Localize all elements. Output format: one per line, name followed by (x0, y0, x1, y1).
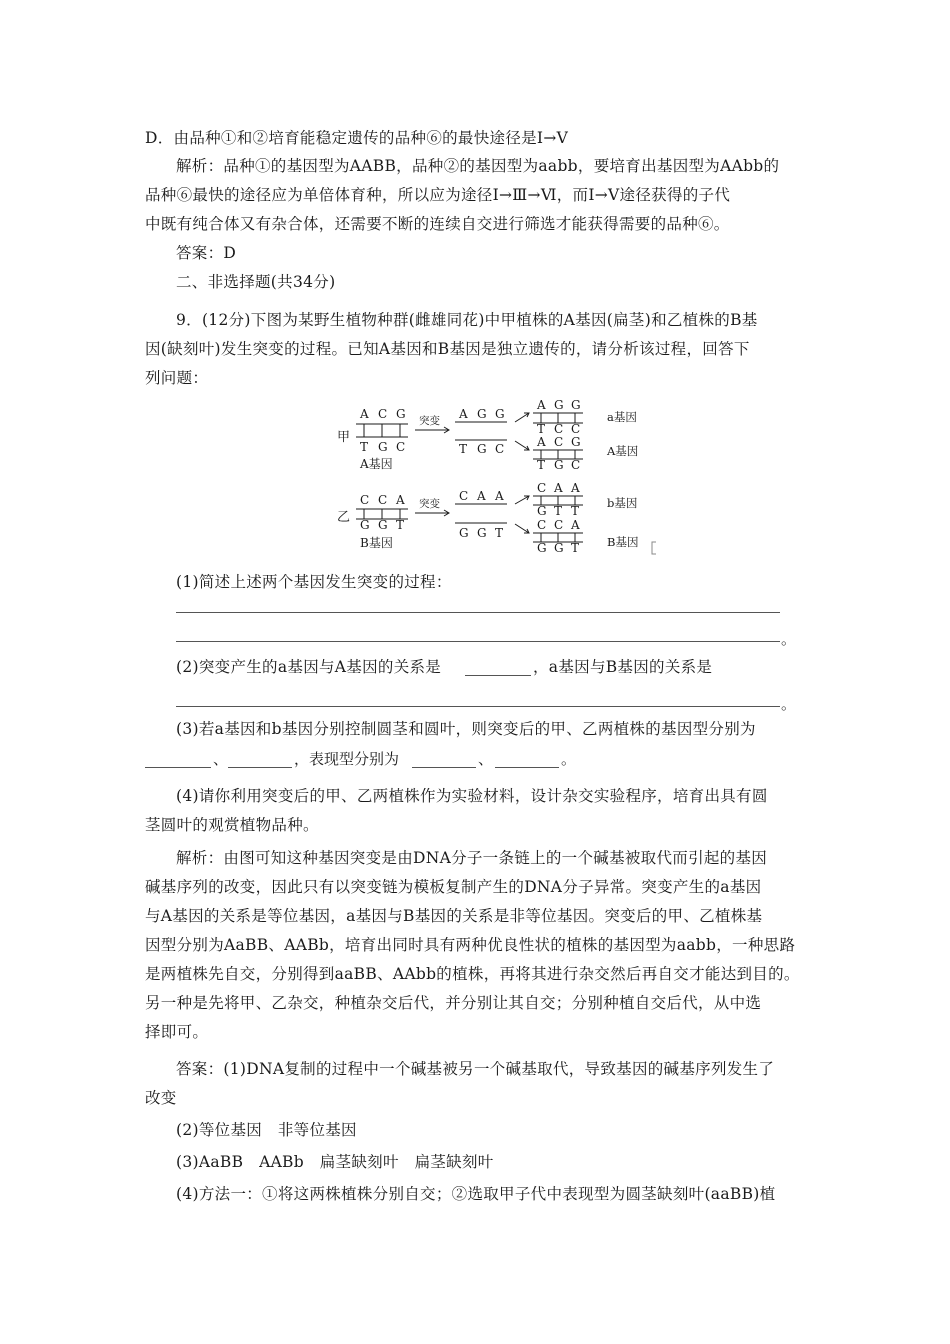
explanation-line-7: 择即可。 (145, 1023, 209, 1041)
answer-blank-3c[interactable] (412, 767, 476, 768)
question-9-line-1: 9．(12分)下图为某野生植物种群(雌雄同花)中甲植株的A基因(扁茎)和乙植株的B基 (176, 311, 758, 329)
answer-part-4: (4)方法一：①将这两株植株分别自交；②选取甲子代中表现型为圆茎缺刻叶(aaBB)植 (176, 1185, 776, 1203)
question-3-line-1: (3)若a基因和b基因分别控制圆茎和圆叶，则突变后的甲、乙两植株的基因型分别为 (176, 720, 756, 738)
separator-3b: 、 (478, 750, 494, 768)
a-bottom-1: C (554, 422, 564, 436)
question-9-line-2: 因(缺刻叶)发生突变的过程。已知A基因和B基因是独立遗传的，请分析该过程，回答下 (145, 340, 750, 358)
jia-gene-label: A基因 (360, 457, 393, 471)
yi-mut-bottom-0: G (459, 526, 469, 540)
question-4-line-1: (4)请你利用突变后的甲、乙两植株作为实验材料，设计杂交实验程序，培育出具有圆 (176, 787, 768, 805)
jia-top-1: C (378, 407, 388, 421)
answer-part-2: (2)等位基因 非等位基因 (176, 1121, 357, 1139)
b-top-0: C (537, 481, 547, 495)
yi-top-2: A (396, 493, 405, 507)
a-bottom-2: C (571, 422, 581, 436)
A-gene-label: A基因 (607, 444, 639, 458)
a-top-0: A (537, 398, 546, 412)
jia-bottom-0: T (360, 440, 369, 454)
analysis-line-3: 中既有纯合体又有杂合体，还需要不断的连续自交进行筛选才能获得需要的品种⑥。 (145, 215, 730, 233)
B2-top-1: C (554, 518, 564, 532)
A2-top-2: G (571, 435, 581, 449)
mutation-diagram (335, 396, 665, 558)
yi-label: 乙 (337, 510, 351, 525)
yi-mut-top-0: C (459, 489, 469, 503)
yi-mut-top-1: A (477, 489, 486, 503)
question-2-part-b: ，a基因与B基因的关系是 (533, 658, 713, 676)
jia-mut-bottom-1: G (477, 442, 487, 456)
a-top-2: G (571, 398, 581, 412)
jia-bottom-2: C (396, 440, 406, 454)
question-2-part-a: (2)突变产生的a基因与A基因的关系是 (176, 658, 442, 676)
explanation-line-3: 与A基因的关系是等位基因，a基因与B基因的关系是非等位基因。突变后的甲、乙植株基 (145, 907, 763, 925)
yi-top-0: C (360, 493, 370, 507)
yi-mut-top-2: A (495, 489, 504, 503)
jia-mut-top-1: G (477, 407, 487, 421)
A2-top-1: C (554, 435, 564, 449)
jia-mut-bottom-0: T (459, 442, 468, 456)
explanation-line-5: 是两植株先自交，分别得到aaBB、AAbb的植株，再将其进行杂交然后再自交才能达到目的。 (145, 965, 800, 983)
A2-bottom-0: T (537, 458, 546, 472)
answer-part-3: (3)AaBB AABb 扁茎缺刻叶 扁茎缺刻叶 (176, 1153, 494, 1171)
b-top-2: A (571, 481, 580, 495)
section-heading: 二、非选择题(共34分) (176, 273, 336, 291)
yi-mut-bottom-2: T (495, 526, 504, 540)
yi-top-1: C (378, 493, 388, 507)
question-1: (1)简述上述两个基因发生突变的过程： (176, 573, 452, 591)
b-gene-label: b基因 (607, 496, 638, 510)
a-bottom-0: T (537, 422, 546, 436)
option-d: D．由品种①和②培育能稳定遗传的品种⑥的最快途径是Ⅰ→Ⅴ (145, 129, 569, 147)
A2-top-0: A (537, 435, 546, 449)
yi-mutation-label: 突变 (419, 498, 440, 510)
A2-bottom-2: C (571, 458, 581, 472)
answer-blank-3a[interactable] (145, 767, 211, 768)
jia-bottom-1: G (378, 440, 388, 454)
question-4-line-2: 茎圆叶的观赏植物品种。 (145, 816, 319, 834)
yi-bottom-1: G (378, 518, 388, 532)
B2-bottom-0: G (537, 541, 547, 555)
answer-blank-2a[interactable] (465, 675, 531, 676)
answer-blank-2b[interactable] (176, 706, 780, 707)
answer-part-1-line-1: 答案：(1)DNA复制的过程中一个碱基被另一个碱基取代，导致基因的碱基序列发生了 (176, 1060, 775, 1078)
jia-top-2: G (396, 407, 406, 421)
a-gene-label: a基因 (607, 410, 637, 424)
period-2: 。 (781, 695, 797, 713)
B2-top-0: C (537, 518, 547, 532)
answer-part-1-line-2: 改变 (145, 1089, 177, 1107)
period-3: 。 (561, 750, 577, 768)
period-1: 。 (781, 630, 797, 648)
B-gene-label: B基因 (607, 535, 639, 549)
jia-mutated-strands (458, 407, 505, 456)
B2-top-2: A (571, 518, 580, 532)
yi-bottom-0: G (360, 518, 370, 532)
a-top-1: G (554, 398, 564, 412)
analysis-line-2: 品种⑥最快的途径应为单倍体育种，所以应为途径Ⅰ→Ⅲ→Ⅵ，而Ⅰ→Ⅴ途径获得的子代 (145, 186, 731, 204)
b-top-1: A (554, 481, 563, 495)
b-bottom-1: T (554, 504, 563, 518)
answer-blank-1b[interactable] (176, 641, 780, 642)
jia-mutation-label: 突变 (419, 415, 440, 427)
B2-bottom-2: T (571, 541, 580, 555)
explanation-line-6: 另一种是先将甲、乙杂交，种植杂交后代，并分别让其自交；分别种植自交后代，从中选 (145, 994, 762, 1012)
explanation-line-4: 因型分别为AaBB、AABb，培育出同时具有两种优良性状的植株的基因型为aabb，一种思路 (145, 936, 796, 954)
yi-mutated-strands (459, 489, 504, 540)
yi-bottom-2: T (396, 518, 405, 532)
b-bottom-0: G (537, 504, 547, 518)
yi-mut-bottom-1: G (477, 526, 487, 540)
answer-blank-3b[interactable] (228, 767, 292, 768)
jia-mut-top-0: A (459, 407, 468, 421)
jia-mut-top-2: G (495, 407, 505, 421)
A2-bottom-1: G (554, 458, 564, 472)
jia-mut-bottom-2: C (495, 442, 505, 456)
B2-bottom-1: G (554, 541, 564, 555)
answer-line: 答案：D (176, 244, 237, 262)
b-bottom-2: T (571, 504, 580, 518)
jia-label: 甲 (337, 430, 351, 445)
answer-blank-1a[interactable] (176, 612, 780, 613)
question-9-line-3: 列问题： (145, 369, 209, 387)
jia-top-0: A (360, 407, 369, 421)
separator-3a: 、 (213, 750, 229, 768)
explanation-line-1: 解析：由图可知这种基因突变是由DNA分子一条链上的一个碱基被取代而引起的基因 (176, 849, 768, 867)
analysis-line-1: 解析：品种①的基因型为AABB，品种②的基因型为aabb，要培育出基因型为AAbb的 (176, 157, 780, 175)
explanation-line-2: 碱基序列的改变，因此只有以突变链为模板复制产生的DNA分子异常。突变产生的a基因 (145, 878, 762, 896)
yi-gene-label: B基因 (360, 536, 393, 550)
question-3-middle: ，表现型分别为 (294, 750, 400, 768)
answer-blank-3d[interactable] (495, 767, 559, 768)
